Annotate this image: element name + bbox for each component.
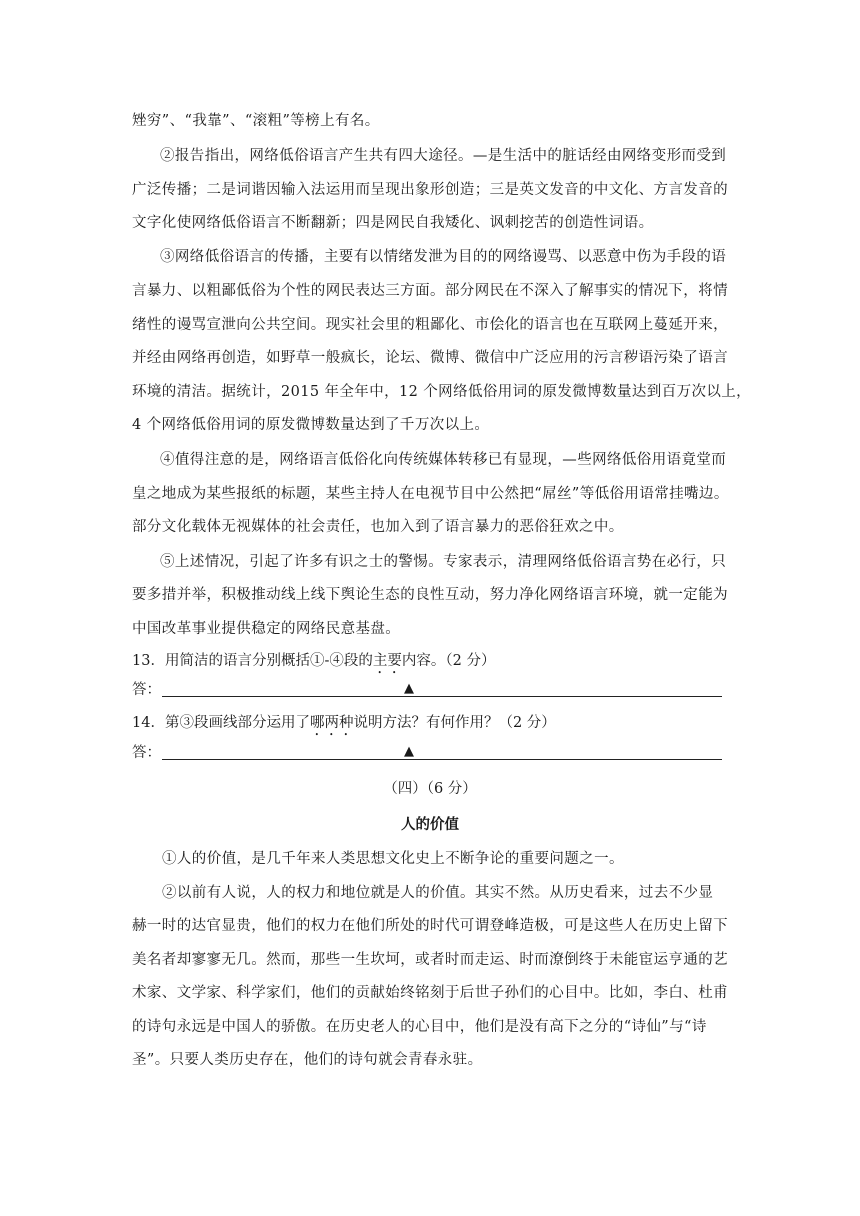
answer-label: 答： [132,745,161,761]
triangle-marker-icon: ▲ [404,681,414,696]
passage-line: 的诗句永远是中国人的骄傲。在历史老人的心目中，他们是没有高下之分的“诗仙”与“诗 [132,1019,707,1035]
passage-line: 言暴力、以粗鄙低俗为个性的网民表达三方面。部分网民在不深入了解事实的情况下，将情 [132,283,728,299]
passage-line: 中国改革事业提供稳定的网络民意基盘。 [132,621,401,637]
passage-line: 矬穷”、“我靠”、“滚粗”等榜上有名。 [132,113,380,129]
paragraph-1-line: ①人的价值，是几千年来人类思想文化史上不断争论的重要问题之一。 [162,851,624,867]
passage-line: 术家、文学家、科学家们，他们的贡献始终铭刻于后世子孙们的心目中。比如，李白、杜甫 [132,985,728,1001]
passage-line: 要多措并举，积极推动线上线下舆论生态的良性互动，努力净化网络语言环境，就一定能为 [132,587,728,603]
question-13-text-end: 内容。（2 分） [401,653,496,669]
answer-label: 答： [132,682,161,698]
paragraph-5-line: ⑤上述情况，引起了许多有识之士的警惕。专家表示，清理网络低俗语言势在必行，只 [160,554,727,570]
passage-line: 皇之地成为某些报纸的标题，某些主持人在电视节目中公然把“屌丝”等低俗用语常挂嘴边。 [132,486,729,502]
question-14-text-end: 说明方法？有何作用？（2 分） [353,715,556,731]
passage-line: 绪性的谩骂宣泄向公共空间。现实社会里的粗鄙化、市侩化的语言也在互联网上蔓延开来， [132,317,728,333]
answer-row-13 [132,680,722,702]
answer-line-14[interactable] [162,759,722,760]
question-13-emphasis: 主要 [372,653,402,669]
passage-line: 圣”。只要人类历史存在，他们的诗句就会青春永驻。 [132,1052,483,1068]
passage-line: 赫一时的达官显贵，他们的权力在他们所处的时代可谓登峰造极，可是这些人在历史上留下 [132,918,728,934]
passage-line: 美名者却寥寥无几。然而，那些一生坎坷，或者时而走运、时而潦倒终于未能宦运亨通的艺 [132,952,728,968]
passage-line: 4 个网络低俗用词的原发微博数量达到了千万次以上。 [132,417,490,433]
passage-line: 广泛传播；二是词谐因输入法运用而呈现出象形创造；三是英文发音的中文化、方言发音的 [132,182,728,198]
question-13-text: 13．用简洁的语言分别概括①-④段的 [132,653,373,669]
answer-line-13[interactable] [162,696,722,697]
question-14 [132,713,556,739]
question-14-text: 14．第③段画线部分运用了 [132,715,310,731]
passage-line: 文字化使网络低俗语言不断翻新；四是网民自我矮化、讽刺挖苦的创造性词语。 [132,215,654,231]
question-14-emphasis: 哪两种 [309,715,354,731]
paragraph-3-line: ③网络低俗语言的传播，主要有以情绪发泄为目的的网络谩骂、以恶意中伤为手段的语 [160,249,727,265]
answer-row-14 [132,743,722,765]
passage-line: 环境的清洁。据统计，2015 年全年中，12 个网络低俗用词的原发微博数量达到百万次以上， [132,384,752,400]
paragraph-4-line: ④值得注意的是，网络语言低俗化向传统媒体转移已有显现，—些网络低俗用语竟堂而 [160,452,727,468]
article-title: 人的价值 [401,816,459,833]
section-heading: （四）（6 分） [383,781,477,797]
question-13 [132,651,495,677]
triangle-marker-icon: ▲ [404,744,414,759]
paragraph-2-line: ②以前有人说，人的权力和地位就是人的价值。其实不然。从历史看来，过去不少显 [162,885,714,901]
paragraph-2-line: ②报告指出，网络低俗语言产生共有四大途径。—是生活中的脏话经由网络变形而受到 [160,148,727,164]
passage-line: 并经由网络再创造，如野草一般疯长，论坛、微博、微信中广泛应用的污言秽语污染了语言 [132,350,728,366]
passage-line: 部分文化载体无视媒体的社会责任，也加入到了语言暴力的恶俗狂欢之中。 [132,519,624,535]
